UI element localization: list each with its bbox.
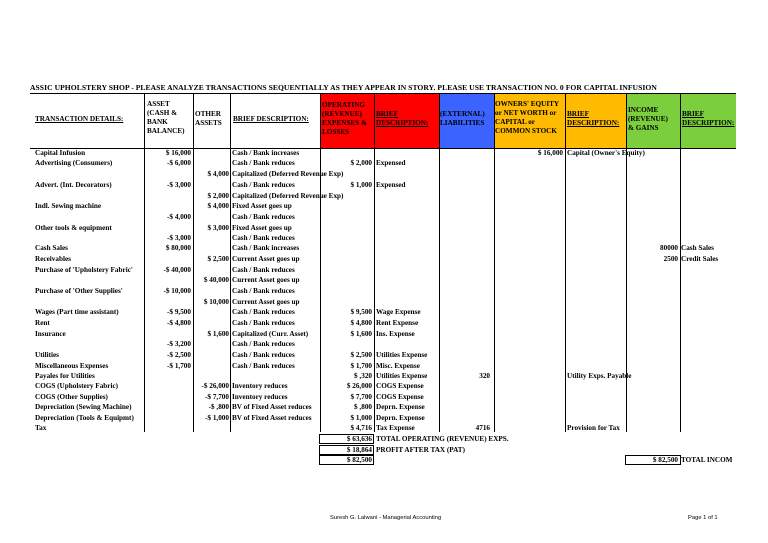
cell-op: $ 1,000 (350, 414, 372, 422)
cell-desc: Cash / Bank increases (232, 149, 300, 157)
cell-label: Payales for Utilities (35, 372, 95, 380)
cell-op: $ ,800 (354, 403, 372, 411)
cell-other: $ 2,000 (207, 192, 229, 200)
col-divider-operating (374, 93, 375, 432)
cell-op-desc: COGS Expense (376, 382, 424, 390)
header-brief-description-4: BRIEF DESCRIPTION: (682, 110, 735, 127)
cell-op-desc: Expensed (376, 181, 406, 189)
cell-op-desc: Deprn. Expense (376, 414, 425, 422)
cell-op-desc: Utilities Expense (376, 351, 428, 359)
cell-label: Rent (35, 319, 50, 327)
cell-desc: Inventory reduces (232, 382, 288, 390)
cell-other: -$ ,800 (208, 403, 229, 411)
cell-op: $ 26,000 (346, 382, 372, 390)
header-income: INCOME (REVENUE) & GAINS (628, 106, 668, 132)
cell-op: $ 7,700 (350, 393, 372, 401)
cell-op-desc: Tax Expense (376, 424, 415, 432)
cell-desc: Fixed Asset goes up (232, 224, 292, 232)
cell-op-desc: PROFIT AFTER TAX (PAT) (376, 446, 465, 454)
cell-op-desc: Deprn. Expense (376, 403, 425, 411)
cell-desc: Cash / Bank reduces (232, 181, 295, 189)
cell-op: $ 18,864 (346, 446, 372, 454)
cell-liab: 4716 (475, 424, 490, 432)
cell-other: $ 10,000 (203, 298, 229, 306)
header-brief-description-1: BRIEF DESCRIPTION: (233, 115, 309, 123)
cell-op-desc: Wage Expense (376, 308, 421, 316)
header-other-assets: OTHER ASSETS (195, 110, 222, 127)
cell-label: Advertising (Consumers) (35, 159, 113, 167)
cell-income: $ 82,500 (652, 456, 678, 464)
cell-desc: Cash / Bank reduces (232, 351, 295, 359)
cell-desc: Cash / Bank reduces (232, 340, 295, 348)
cell-label: Wages (Part time assistant) (35, 308, 119, 316)
sheet-title: ASSIC UPHOLSTERY SHOP - PLEASE ANALYZE TRANSACTIONS SEQUENTIALLY AS THEY APPEAR IN STORY. PLEASE USE TRANSACTION NO. 0 FOR CAPITAL INFUSION (30, 83, 657, 92)
header-top-rule (30, 93, 736, 94)
cell-label: Insurance (35, 330, 66, 338)
cell-label: COGS (Other Supplies) (35, 393, 108, 401)
cell-op: $ ,320 (354, 372, 372, 380)
cell-op: $ 2,500 (350, 351, 372, 359)
footer-page: Page 1 of 1 (688, 515, 718, 521)
cell-equity-desc: Utility Exps. Payable (567, 372, 632, 380)
cell-label: Utilities (35, 351, 59, 359)
cell-op: $ 4,800 (350, 319, 372, 327)
cell-desc: Capitalized (Curr. Asset) (232, 330, 309, 338)
cell-cash: -$ 3,200 (167, 340, 191, 348)
cell-equity-desc: Capital (Owner's Equity) (567, 149, 645, 157)
cell-label: Cash Sales (35, 244, 68, 252)
col-divider-equity (565, 93, 566, 432)
total-box (319, 434, 374, 444)
cell-income-desc: TOTAL INCOM (681, 456, 733, 464)
cell-cash: $ 80,000 (165, 244, 191, 252)
cell-op-desc: Utilities Expense (376, 372, 428, 380)
cell-liab: 320 (479, 372, 490, 380)
cell-op: $ 4,716 (350, 424, 372, 432)
cell-op: $ 2,000 (350, 159, 372, 167)
cell-other: -$ 26,000 (201, 382, 229, 390)
cell-op: $ 1,600 (350, 330, 372, 338)
cell-income-desc: Cash Sales (681, 244, 714, 252)
cell-cash: -$ 6,000 (167, 159, 191, 167)
header-operating-expenses: OPERATING (REVENUE) EXPENSES & LOSSES (322, 101, 367, 136)
cell-op-desc: COGS Expense (376, 393, 424, 401)
col-divider-other (230, 93, 231, 432)
cell-other: -$ 7,700 (205, 393, 229, 401)
cell-label: Depreciation (Tools & Equipmt) (35, 414, 134, 422)
cell-other: $ 2,500 (207, 255, 229, 263)
cell-desc: Cash / Bank reduces (232, 362, 295, 370)
col-divider-transaction (144, 93, 145, 432)
cell-label: Depreciation (Sewing Machine) (35, 403, 132, 411)
cell-desc: Cash / Bank reduces (232, 319, 295, 327)
header-cash-asset: ASSET (CASH & BANK BALANCE) (147, 100, 185, 135)
cell-desc: Capitalized (Deferred Revenue Exp) (232, 170, 344, 178)
cell-op: $ 63,636 (346, 435, 372, 443)
header-brief-description-3: BRIEF DESCRIPTION: (567, 110, 620, 127)
cell-desc: Cash / Bank reduces (232, 287, 295, 295)
cell-cash: $ 16,000 (165, 149, 191, 157)
cell-desc: Cash / Bank reduces (232, 234, 295, 242)
header-liabilities: (EXTERNAL) LIABILITIES (440, 110, 485, 127)
cell-label: Receivables (35, 255, 71, 263)
cell-cash: -$ 10,000 (163, 287, 191, 295)
cell-other: $ 4,000 (207, 170, 229, 178)
cell-op-desc: TOTAL OPERATING (REVENUE) EXPS. (376, 435, 509, 443)
cell-cash: -$ 3,000 (167, 234, 191, 242)
cell-desc: Current Asset goes up (232, 276, 300, 284)
cell-desc: BV of Fixed Asset reduces (232, 403, 312, 411)
cell-other: -$ 1,000 (205, 414, 229, 422)
cell-op: $ 9,500 (350, 308, 372, 316)
cell-desc: Cash / Bank reduces (232, 213, 295, 221)
cell-other: $ 3,000 (207, 224, 229, 232)
header-transaction-details: TRANSACTION DETAILS: (35, 115, 124, 123)
cell-label: COGS (Upholstery Fabric) (35, 382, 119, 390)
cell-desc: Cash / Bank increases (232, 244, 300, 252)
cell-desc: Current Asset goes up (232, 255, 300, 263)
cell-cash: -$ 1,700 (167, 362, 191, 370)
header-brief-description-2: BRIEF DESCRIPTION: (376, 110, 429, 127)
cell-op: $ 1,000 (350, 181, 372, 189)
cell-cash: -$ 9,500 (167, 308, 191, 316)
cell-label: Purchase of 'Other Supplies' (35, 287, 123, 295)
cell-op: $ 82,500 (346, 456, 372, 464)
cell-label: Purchase of 'Upholstery Fabric' (35, 266, 133, 274)
cell-desc: Inventory reduces (232, 393, 288, 401)
cell-label: Capital Infusion (35, 149, 86, 157)
cell-other: $ 1,600 (207, 330, 229, 338)
cell-label: Advert. (Int. Decorators) (35, 181, 112, 189)
cell-op-desc: Expensed (376, 159, 406, 167)
cell-desc: Capitalized (Deferred Revenue Exp) (232, 192, 344, 200)
cell-desc: Cash / Bank reduces (232, 159, 295, 167)
total-box (319, 455, 374, 465)
cell-equity: $ 16,000 (537, 149, 563, 157)
cell-op-desc: Misc. Expense (376, 362, 420, 370)
cell-other: $ 4,000 (207, 202, 229, 210)
cell-label: Other tools & equipment (35, 224, 112, 232)
cell-label: Indl. Sewing machine (35, 202, 102, 210)
total-income-box (625, 455, 681, 465)
cell-desc: Fixed Asset goes up (232, 202, 292, 210)
cell-other: $ 40,000 (203, 276, 229, 284)
cell-op-desc: Ins. Expense (376, 330, 415, 338)
cell-cash: -$ 40,000 (163, 266, 191, 274)
cell-income: 80000 (660, 244, 678, 252)
cell-desc: Current Asset goes up (232, 298, 300, 306)
cell-desc: BV of Fixed Asset reduces (232, 414, 312, 422)
header-owners-equity: OWNERS' EQUITY or NET WORTH or CAPITAL or COMMON STOCK (495, 100, 559, 135)
cell-cash: -$ 4,800 (167, 319, 191, 327)
cell-cash: -$ 2,500 (167, 351, 191, 359)
total-box (319, 445, 374, 455)
cell-cash: -$ 3,000 (167, 181, 191, 189)
footer-author: Suresh G. Lalwani - Managerial Accounting (330, 515, 442, 521)
cell-op: $ 1,700 (350, 362, 372, 370)
cell-label: Miscellaneous Expenses (35, 362, 109, 370)
cell-desc: Cash / Bank reduces (232, 266, 295, 274)
cell-equity-desc: Provision for Tax (567, 424, 620, 432)
cell-op-desc: Rent Expense (376, 319, 419, 327)
cell-label: Tax (35, 424, 47, 432)
cell-desc: Cash / Bank reduces (232, 308, 295, 316)
cell-income: 2500 (663, 255, 678, 263)
cell-cash: -$ 4,000 (167, 213, 191, 221)
cell-income-desc: Credit Sales (681, 255, 719, 263)
